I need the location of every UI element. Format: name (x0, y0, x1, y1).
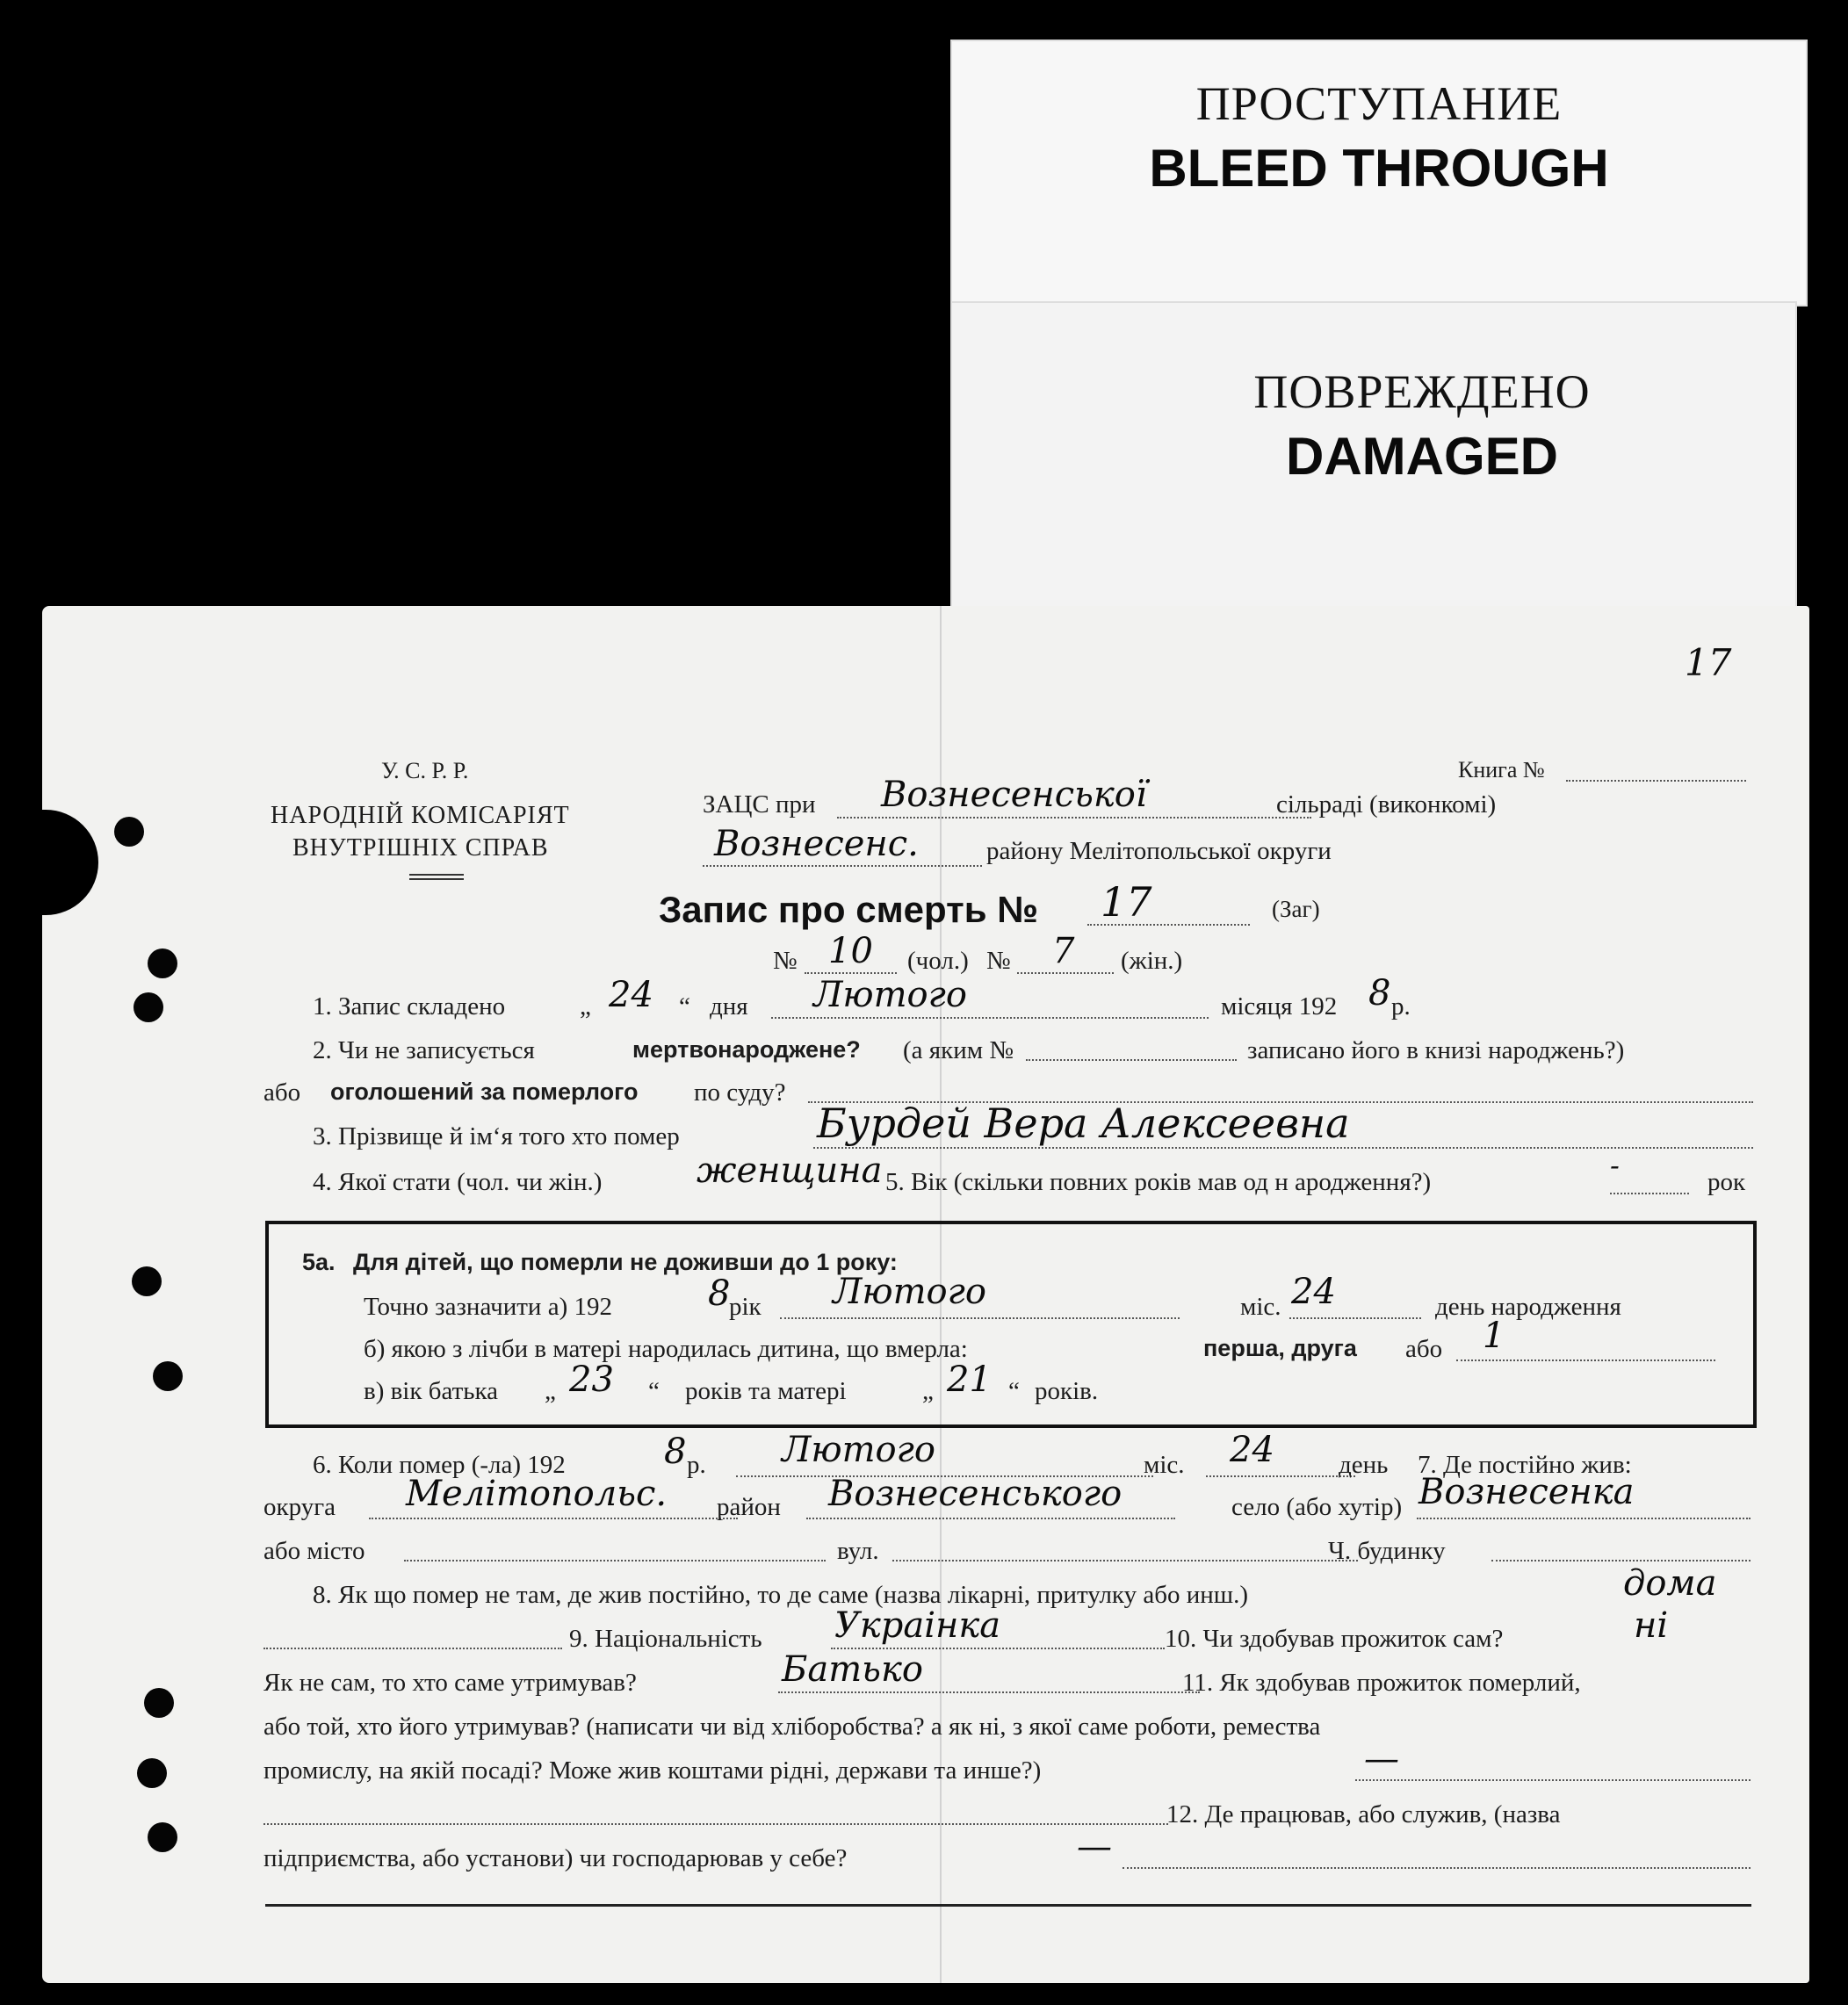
bleed-through-label-ru: ПРОСТУПАНИЕ (1195, 77, 1563, 130)
mother-age-quote-open: „ (922, 1377, 934, 1405)
field-7-city-label: або місто (263, 1537, 365, 1565)
field-6-day-label: день (1339, 1451, 1389, 1479)
field-1-label: 1. Запис складено (313, 992, 506, 1021)
city-field (404, 1560, 826, 1561)
male-count-field (805, 972, 897, 974)
bottom-rule (265, 1904, 1751, 1907)
field-12-label: 12. Де працював, або служив, (назва (1166, 1800, 1561, 1828)
death-year-handwritten: 8 (664, 1432, 687, 1472)
declared-dead-label: оголошений за померлого (330, 1078, 639, 1105)
village-council-label: сільраді (виконкомі) (1276, 790, 1497, 819)
damaged-label-card (950, 301, 1797, 612)
self-support-handwritten: ні (1634, 1605, 1669, 1646)
male-no-label: № (773, 947, 798, 975)
record-number-field (1087, 924, 1250, 926)
field-7-rayon-label: район (717, 1493, 781, 1521)
field-1-quote-open: „ (580, 992, 591, 1021)
form-title: Запис про смерть № (659, 889, 1038, 930)
record-month-handwritten: Лютого (813, 975, 967, 1015)
record-month-field (771, 1017, 1209, 1019)
mother-age-handwritten: 21 (947, 1360, 992, 1400)
record-number-handwritten: 17 (1101, 878, 1152, 926)
damaged-label-ru: ПОВРЕЖДЕНО (1253, 365, 1591, 418)
field-2-court-label: по суду? (694, 1078, 786, 1107)
birth-day-field (1289, 1317, 1421, 1319)
field-5a-number: 5а. (302, 1249, 336, 1275)
commissariat-line-2: ВНУТРІШНІХ СПРАВ (292, 834, 549, 862)
commissariat-line-1: НАРОДНІЙ КОМІСАРІЯТ (271, 802, 570, 829)
header-double-rule (409, 874, 464, 880)
okruga-field (369, 1518, 738, 1519)
male-label: (чол.) (907, 947, 969, 975)
field-5a-exact-label: Точно зазначити а) 192 (364, 1293, 612, 1321)
punch-hole (134, 992, 163, 1022)
selo-field (1417, 1518, 1751, 1519)
sex-handwritten: женщина (697, 1150, 883, 1191)
rayon-handwritten: Вознесенського (828, 1474, 1123, 1514)
zag-label: (Заг) (1272, 896, 1320, 922)
field-5a-order-label: б) якою з лічби в матері народилась дитина, що вмерла: (364, 1335, 968, 1363)
punch-hole (153, 1361, 183, 1391)
field-10-supporter-label: Як не сам, то хто саме утримував? (263, 1669, 637, 1697)
field-2-number-label: (а яким № (903, 1036, 1014, 1064)
age-field (1610, 1193, 1689, 1194)
female-no-label: № (986, 947, 1011, 975)
field-6-month-label: міс. (1144, 1451, 1185, 1479)
field-6-label: 6. Коли помер (-ла) 192 (313, 1451, 566, 1479)
field-5a-birth-label: день народження (1435, 1293, 1621, 1321)
place-of-death-continuation-field (263, 1648, 562, 1649)
field-2-or-label: або (263, 1078, 301, 1107)
field-11-label: 11. Як здобував прожиток померлий, (1182, 1669, 1581, 1697)
stillborn-number-field (1026, 1059, 1237, 1061)
house-field (1491, 1560, 1751, 1561)
field-5-year-label: рок (1707, 1168, 1746, 1196)
deceased-name-handwritten: Бурдей Вера Алексеевна (817, 1100, 1350, 1147)
female-label: (жін.) (1121, 947, 1183, 975)
field-5a-father-label: в) вік батька (364, 1377, 498, 1405)
field-5a-month-label: міс. (1240, 1293, 1281, 1321)
zags-village-handwritten: Вознесенської (881, 775, 1147, 815)
father-age-quote-close: “ (648, 1377, 660, 1405)
stillborn-label: мертвонароджене? (632, 1036, 861, 1063)
birth-year-handwritten: 8 (708, 1273, 731, 1314)
field-4-label: 4. Якої стати (чол. чи жін.) (313, 1168, 603, 1196)
paper-tear (37, 810, 98, 915)
street-field (892, 1560, 1358, 1561)
occupation-continuation-field (263, 1823, 1168, 1825)
rayon-field (806, 1518, 1175, 1519)
field-8-label: 8. Як що помер не там, де жив постійно, то де саме (назва лікарні, притулку або инш.) (313, 1581, 1249, 1609)
field-10-label: 10. Чи здобував прожиток сам? (1165, 1625, 1504, 1653)
district-handwritten: Вознесенс. (714, 824, 919, 864)
nationality-handwritten: Украінка (834, 1605, 1001, 1646)
birth-month-field (780, 1317, 1180, 1319)
punch-hole (114, 817, 144, 847)
field-12-line-2: підприємства, або установи) чи господарював у себе? (263, 1844, 848, 1872)
field-3-label: 3. Прізвище й ім‘я того хто помер (313, 1122, 680, 1150)
zags-village-field (837, 817, 1311, 819)
field-5a-first-second: перша, друга (1203, 1335, 1357, 1361)
supporter-handwritten: Батько (782, 1649, 923, 1690)
field-7-okruga-label: округа (263, 1493, 336, 1521)
field-1-quote-close: “ (679, 992, 690, 1021)
female-count-field (1017, 972, 1114, 974)
field-5a-years-label: років. (1035, 1377, 1099, 1405)
occupation-field (1355, 1779, 1751, 1781)
field-5-label: 5. Вік (скільки повних років мав од н ародження?) (885, 1168, 1432, 1196)
mother-age-quote-close: “ (1008, 1377, 1020, 1405)
place-of-death-handwritten: дома (1623, 1563, 1717, 1604)
field-11-line-2: або той, хто його утримував? (написати чи від хліборобства? а як ні, з якої саме роботи, ремества (263, 1713, 1321, 1741)
field-5a-title: Для дітей, що померли не доживши до 1 року: (353, 1249, 898, 1275)
punch-hole (137, 1758, 167, 1788)
supporter-field (778, 1691, 1200, 1693)
punch-hole (148, 948, 177, 978)
selo-handwritten: Вознесенка (1418, 1472, 1635, 1512)
punch-hole (144, 1688, 174, 1718)
field-7-label: 7. Де постійно жив: (1418, 1451, 1632, 1479)
birth-day-handwritten: 24 (1291, 1272, 1336, 1312)
field-7-street-label: вул. (837, 1537, 879, 1565)
field-2-birth-book-label: записано його в книзі народжень?) (1247, 1036, 1625, 1064)
workplace-field (1123, 1867, 1751, 1869)
birth-order-field (1456, 1360, 1715, 1361)
field-7-selo-label: село (або хутір) (1231, 1493, 1403, 1521)
field-1-day-label: дня (710, 992, 748, 1021)
father-age-quote-open: „ (545, 1377, 556, 1405)
field-9-label: 9. Національність (569, 1625, 762, 1653)
field-11-line-3: промислу, на якій посаді? Може жив коштами рідні, держави та инше?) (263, 1756, 1042, 1785)
zags-label: ЗАЦС при (703, 790, 816, 819)
death-day-field (1206, 1475, 1355, 1477)
male-count-handwritten: 10 (828, 931, 873, 971)
record-day-handwritten: 24 (609, 975, 653, 1015)
country-header: У. С. Р. Р. (381, 758, 469, 783)
book-number-field (1566, 780, 1746, 782)
field-5a-year-label: рік (729, 1293, 762, 1321)
record-year-handwritten: 8 (1368, 973, 1391, 1013)
punch-hole (132, 1266, 162, 1296)
birth-month-handwritten: Лютого (833, 1272, 986, 1312)
death-month-handwritten: Лютого (782, 1430, 935, 1470)
field-5a-mother-label: років та матері (685, 1377, 847, 1405)
district-label: району Мелітопольської округи (986, 837, 1332, 865)
death-day-handwritten: 24 (1230, 1430, 1274, 1470)
field-1-year-suffix: р. (1391, 992, 1411, 1021)
death-record-document (42, 606, 1809, 1983)
field-6-year-suffix: р. (687, 1451, 706, 1479)
female-count-handwritten: 7 (1052, 931, 1075, 971)
page-number: 17 (1685, 641, 1732, 684)
bleed-through-label-card (950, 40, 1808, 307)
damaged-label-en: DAMAGED (1286, 427, 1558, 486)
okruga-handwritten: Мелітопольс. (406, 1474, 668, 1514)
occupation-handwritten: — (1364, 1739, 1399, 1779)
father-age-handwritten: 23 (569, 1360, 614, 1400)
workplace-handwritten: — (1077, 1827, 1112, 1867)
age-handwritten: - (1610, 1149, 1620, 1182)
field-7-house-label: Ч. будинку (1328, 1537, 1446, 1565)
birth-order-handwritten: 1 (1483, 1316, 1505, 1356)
field-5a-or-label: або (1405, 1335, 1443, 1363)
field-2-label: 2. Чи не записується (313, 1036, 535, 1064)
punch-hole (148, 1822, 177, 1852)
book-label: Книга № (1458, 757, 1545, 783)
field-1-month-label: місяця 192 (1221, 992, 1338, 1021)
district-field (703, 865, 982, 867)
bleed-through-label-en: BLEED THROUGH (1149, 139, 1609, 198)
